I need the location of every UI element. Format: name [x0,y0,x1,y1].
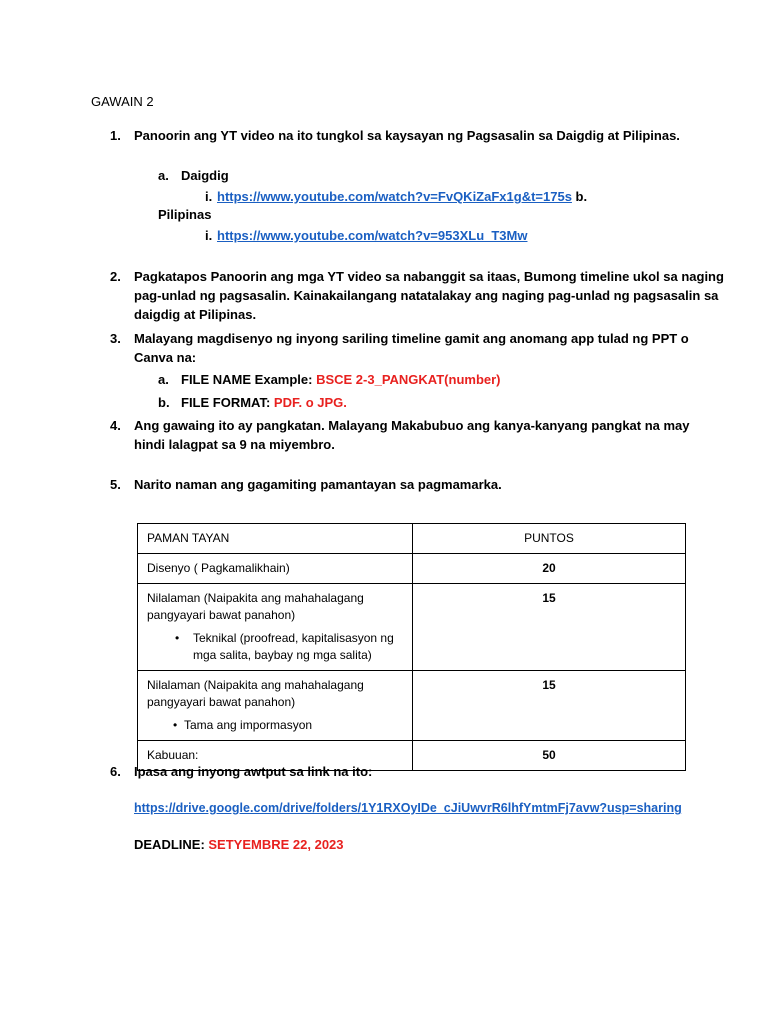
item-6-text: Ipasa ang inyong awtput sa link na ito: [134,764,373,779]
row-2-criteria-cell [138,584,413,671]
row-4-criteria: Kabuuan: [138,741,413,771]
table-header-row [138,524,686,554]
row-2-points: 15 [413,584,686,671]
file-format-value: PDF. o JPG. [273,395,347,410]
file-format-label: FILE FORMAT: [181,395,274,410]
header-points: PUNTOS [413,524,686,554]
row-1-points: 20 [413,554,686,584]
row-3-bullet-item [147,717,403,734]
sub3-a-line [181,371,501,389]
sub1-i2-label: i. [205,228,213,243]
item-2-line-1: Pagkatapos Panoorin ang mga YT video sa nabanggit sa itaas, Bumong timeline ukol sa naging [134,269,724,284]
table-row [138,584,686,671]
drive-link-line [134,799,682,817]
table-row [138,554,686,584]
bullet-icon: • [175,631,180,645]
row-1-criteria: Disenyo ( Pagkamalikhain) [138,554,413,584]
youtube-link-daigdig[interactable]: https://www.youtube.com/watch?v=FvQKiZaFx1g&t=175s [217,189,572,204]
deadline-value: SETYEMBRE 22, 2023 [208,837,344,852]
item-3-line-2: Canva na: [134,350,197,365]
item-3-line-1: Malayang magdisenyo ng inyong sariling timeline gamit ang anomang app tulad ng PPT o [134,331,689,346]
youtube-link-pilipinas[interactable]: https://www.youtube.com/watch?v=953XLu_T3Mw [217,228,528,243]
sub1-i1-tail: b. [571,189,588,204]
item-4-number: 4. [110,418,121,433]
item-6-number: 6. [110,764,121,779]
item-1-number: 1. [110,128,121,143]
bullet-icon: • [173,718,178,732]
deadline-line [134,836,344,854]
row-4-points: 50 [413,741,686,771]
sub1-b-text: Pilipinas [158,207,212,222]
sub1-i1-label: i. [205,189,213,204]
sub1-a-label: a. [158,168,169,183]
sub1-a-text: Daigdig [181,168,229,183]
row-3-bullet-text: Tama ang impormasyon [184,718,313,732]
table-row [138,671,686,741]
item-4-line-1: Ang gawaing ito ay pangkatan. Malayang Makabubuo ang kanya-kanyang pangkat na may [134,418,690,433]
deadline-label: DEADLINE: [134,837,209,852]
sub3-a-label: a. [158,372,169,387]
row-2-criteria: Nilalaman (Naipakita ang mahahalagang pangyayari bawat panahon) [147,591,364,622]
sub3-b-line [181,394,347,412]
item-4-line-2: hindi lalagpat sa 9 na miyembro. [134,437,335,452]
item-5-text: Narito naman ang gagamiting pamantayan sa pagmamarka. [134,477,502,492]
row-2-bullet-item [147,630,403,664]
file-name-label: FILE NAME Example: [181,372,317,387]
file-name-example: BSCE 2-3_PANGKAT(number) [316,372,501,387]
item-3-number: 3. [110,331,121,346]
row-3-points: 15 [413,671,686,741]
header-criteria: PAMAN TAYAN [138,524,413,554]
row-2-bullet-text: Teknikal (proofread, kapitalisasyon ng mga salita, baybay ng mga salita) [193,631,394,662]
item-1-text: Panoorin ang YT video na ito tungkol sa kaysayan ng Pagsasalin sa Daigdig at Pilipinas. [134,128,680,143]
sub1-i2-line [217,227,527,245]
sub3-b-label: b. [158,395,170,410]
rubric-table [137,523,686,771]
item-2-number: 2. [110,269,121,284]
item-2-line-2: pag-unlad ng pagsasalin. Kainakailangang natatalakay ang naging pag-unlad ng pagsasalin sa [134,288,719,303]
sub1-i1-line [217,188,587,206]
item-5-number: 5. [110,477,121,492]
item-2-line-3: daigdig at Pilipinas. [134,307,257,322]
row-3-criteria-cell [138,671,413,741]
document-heading: GAWAIN 2 [91,94,154,109]
google-drive-link[interactable]: https://drive.google.com/drive/folders/1Y1RXOyIDe_cJiUwvrR6lhfYmtmFj7avw?usp=sharing [134,801,682,815]
row-3-criteria: Nilalaman (Naipakita ang mahahalagang pangyayari bawat panahon) [147,678,364,709]
